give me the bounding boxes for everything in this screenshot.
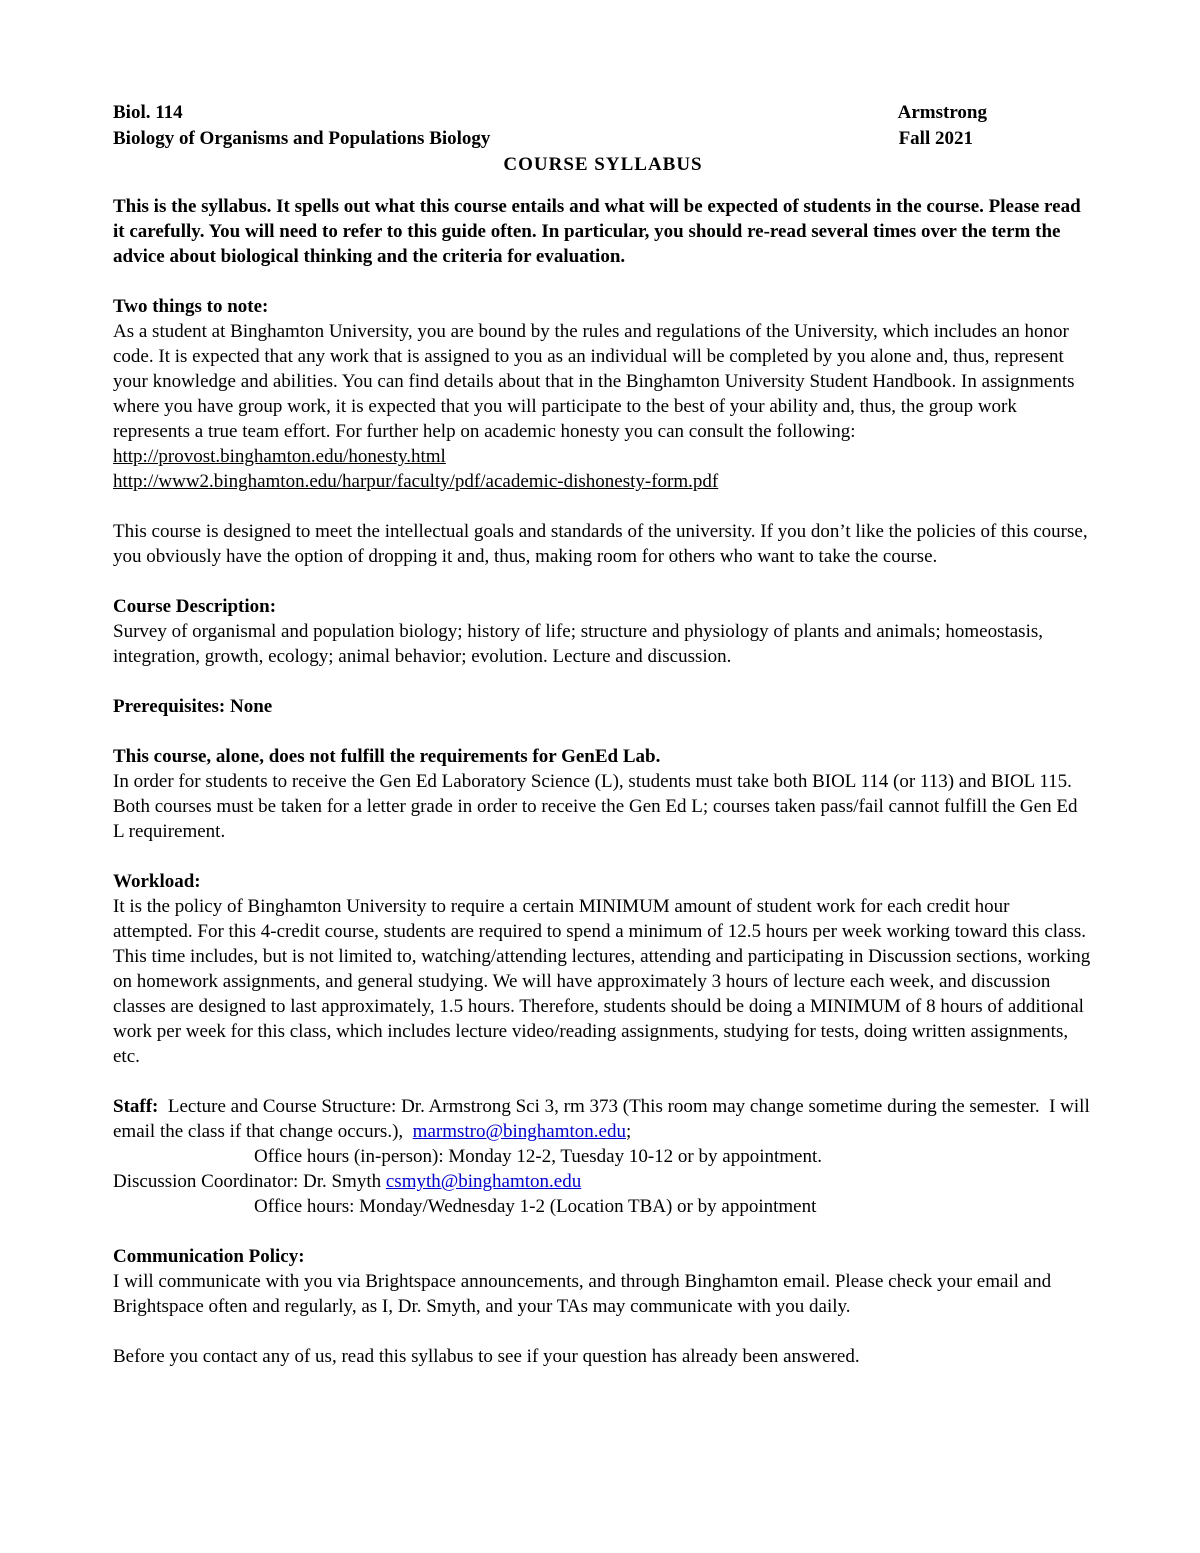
lecture-office-hours: Office hours (in-person): Monday 12-2, Tuesday 10-12 or by appointment. bbox=[254, 1146, 822, 1167]
discussion-email-link[interactable]: csmyth@binghamton.edu bbox=[385, 1171, 582, 1192]
communication-body: I will communicate with you via Brightspace announcements, and through Binghamton email. Please check your email and Brightspace often and regularly, as I, Dr. Smyth, and your TAs may communicate with you daily. bbox=[113, 1271, 1052, 1317]
staff-label: Staff: bbox=[113, 1096, 159, 1117]
design-note: This course is designed to meet the intellectual goals and standards of the university. If you don’t like the policies of this course, you obviously have the option of dropping it and, thus, making room for others who want to take the course. bbox=[113, 521, 1088, 567]
honesty-link[interactable]: http://provost.binghamton.edu/honesty.html bbox=[113, 446, 446, 467]
intro-paragraph: This is the syllabus. It spells out what this course entails and what will be expected of students in the course. Please read it carefully. You will need to refer to this guide often. In particular, you should re-read several times over the term the advice about biological thinking and the criteria for evaluation. bbox=[113, 196, 1081, 267]
prerequisites: Prerequisites: None bbox=[113, 696, 273, 717]
two-things-body: As a student at Binghamton University, you are bound by the rules and regulations of the University, which includes an honor code. It is expected that any work that is assigned to you as an individual will be completed by you alone and, thus, represent your knowledge and abilities. You can find details about that in the Binghamton University Student Handbook. In assignments where you have group work, it is expected that you will participate to the best of your ability and, thus, the group work represents a true team effort. For further help on academic honesty you can consult the following: bbox=[113, 321, 1075, 442]
header-row-1 bbox=[113, 100, 1093, 126]
dishonesty-form-link[interactable]: http://www2.binghamton.edu/harpur/faculty/pdf/academic-dishonesty-form.pdf bbox=[113, 471, 719, 492]
doc-title: COURSE SYLLABUS bbox=[503, 154, 703, 175]
discussion-coordinator-text: Discussion Coordinator: Dr. Smyth bbox=[113, 1171, 386, 1192]
communication-heading: Communication Policy: bbox=[113, 1246, 305, 1267]
instructor-name: Armstrong bbox=[897, 102, 987, 123]
term: Fall 2021 bbox=[898, 128, 973, 149]
staff-lecture bbox=[113, 1094, 1093, 1144]
description-body: Survey of organismal and population biology; history of life; structure and physiology of plants and animals; homeostasis, integration, growth, ecology; animal behavior; evolution. Lecture and discussion. bbox=[113, 621, 1043, 667]
discussion-office-hours: Office hours: Monday/Wednesday 1-2 (Location TBA) or by appointment bbox=[254, 1196, 817, 1217]
lecture-email-link[interactable]: marmstro@binghamton.edu bbox=[412, 1121, 626, 1142]
description-heading: Course Description: bbox=[113, 596, 277, 617]
communication-closing: Before you contact any of us, read this syllabus to see if your question has already been answered. bbox=[113, 1346, 860, 1367]
workload-heading: Workload: bbox=[113, 871, 201, 892]
lecture-email-after: ; bbox=[625, 1121, 632, 1142]
staff-discussion bbox=[113, 1169, 1093, 1194]
staff-lecture-text: Lecture and Course Structure: Dr. Armstrong Sci 3, rm 373 (This room may change sometime during the semester. I will email the class if that change occurs.), bbox=[113, 1096, 1095, 1142]
workload-body: It is the policy of Binghamton University to require a certain MINIMUM amount of student work for each credit hour attempted. For this 4-credit course, students are required to spend a minimum of 12.5 hours per week working toward this class. This time includes, but is not limited to, watching/attending lectures, attending and participating in Discussion sections, working on homework assignments, and general studying. We will have approximately 3 hours of lecture each week, and discussion classes are designed to last approximately, 1.5 hours. Therefore, students should be doing a MINIMUM of 8 hours of additional work per week for this class, which includes lecture video/reading assignments, studying for tests, doing written assignments, etc. bbox=[113, 896, 1091, 1067]
course-code: Biol. 114 bbox=[113, 102, 183, 123]
header-row-2 bbox=[113, 126, 1093, 152]
course-title: Biology of Organisms and Populations Biology bbox=[113, 128, 491, 149]
two-things-heading: Two things to note: bbox=[113, 296, 269, 317]
gened-heading: This course, alone, does not fulfill the requirements for GenEd Lab. bbox=[113, 746, 661, 767]
syllabus-page bbox=[113, 100, 1093, 1369]
gened-body: In order for students to receive the Gen Ed Laboratory Science (L), students must take both BIOL 114 (or 113) and BIOL 115. Both courses must be taken for a letter grade in order to receive the Gen Ed L; courses taken pass/fail cannot fulfill the Gen Ed L requirement. bbox=[113, 771, 1078, 842]
